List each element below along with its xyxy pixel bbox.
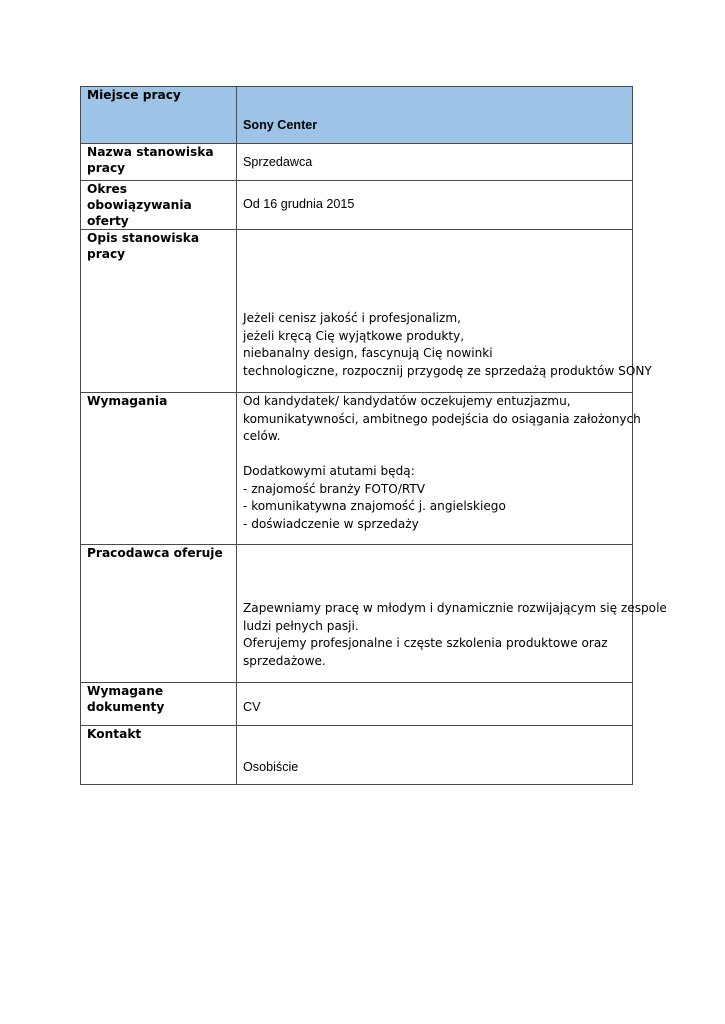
workplace-cell: [237, 87, 633, 144]
employer-offers-label: Pracodawca oferuje: [81, 545, 237, 683]
documents-cell: [237, 683, 633, 726]
row-employer-offers: [81, 545, 633, 683]
row-position: [81, 144, 633, 181]
description-text: [243, 310, 652, 380]
requirements-label: Wymagania: [81, 393, 237, 545]
row-documents: [81, 683, 633, 726]
documents-value: CV: [243, 700, 261, 714]
row-workplace: [81, 87, 633, 144]
description-line: jeżeli kręcą Cię wyjątkowe produkty,: [243, 328, 465, 343]
documents-label: Wymagane dokumenty: [81, 683, 237, 726]
requirements-extra-line: Dodatkowymi atutami będą:: [243, 464, 415, 478]
employer-offers-text: [243, 600, 667, 670]
requirements-cell: [237, 393, 641, 545]
employer-offers-line: Oferujemy profesjonalne i częste szkolenia produktowe oraz: [243, 636, 608, 650]
description-line: technologiczne, rozpocznij przygodę ze sprzedażą produktów SONY: [243, 363, 652, 378]
contact-label: Kontakt: [81, 726, 237, 785]
employer-offers-line: Zapewniamy pracę w młodym i dynamicznie rozwijającym się zespole: [243, 601, 667, 615]
requirements-line: Od kandydatek/ kandydatów oczekujemy entuzjazmu,: [243, 394, 571, 408]
position-value: Sprzedawca: [243, 155, 313, 169]
row-description: [81, 230, 633, 393]
validity-label: Okres obowiązywania oferty: [81, 181, 237, 230]
requirements-extra-line: - znajomość branży FOTO/RTV: [243, 481, 426, 496]
employer-offers-cell: [237, 545, 667, 683]
requirements-extra-line: - komunikatywna znajomość j. angielskiego: [243, 499, 506, 513]
validity-value: Od 16 grudnia 2015: [243, 197, 355, 211]
contact-cell: [237, 726, 633, 785]
workplace-value: Sony Center: [243, 118, 318, 132]
employer-offers-line: ludzi pełnych pasji.: [243, 618, 359, 633]
row-requirements: [81, 393, 633, 545]
description-cell: [237, 230, 652, 393]
row-contact: [81, 726, 633, 785]
workplace-label: Miejsce pracy: [81, 87, 237, 144]
employer-offers-line: sprzedażowe.: [243, 653, 326, 668]
validity-cell: [237, 181, 633, 230]
requirements-extra-line: - doświadczenie w sprzedaży: [243, 516, 419, 531]
position-cell: [237, 144, 633, 181]
description-line: Jeżeli cenisz jakość i profesjonalizm,: [243, 311, 462, 325]
requirements-line: komunikatywności, ambitnego podejścia do osiągania założonych: [243, 411, 641, 426]
position-label: Nazwa stanowiska pracy: [81, 144, 237, 181]
job-offer-table: [80, 86, 667, 785]
requirements-line: celów.: [243, 429, 281, 443]
requirements-text: [243, 393, 641, 533]
description-label: Opis stanowiska pracy: [81, 230, 237, 393]
paragraph-gap: [243, 446, 641, 464]
description-line: niebanalny design, fascynują Cię nowinki: [243, 346, 493, 360]
contact-value: Osobiście: [243, 760, 299, 774]
row-validity: [81, 181, 633, 230]
